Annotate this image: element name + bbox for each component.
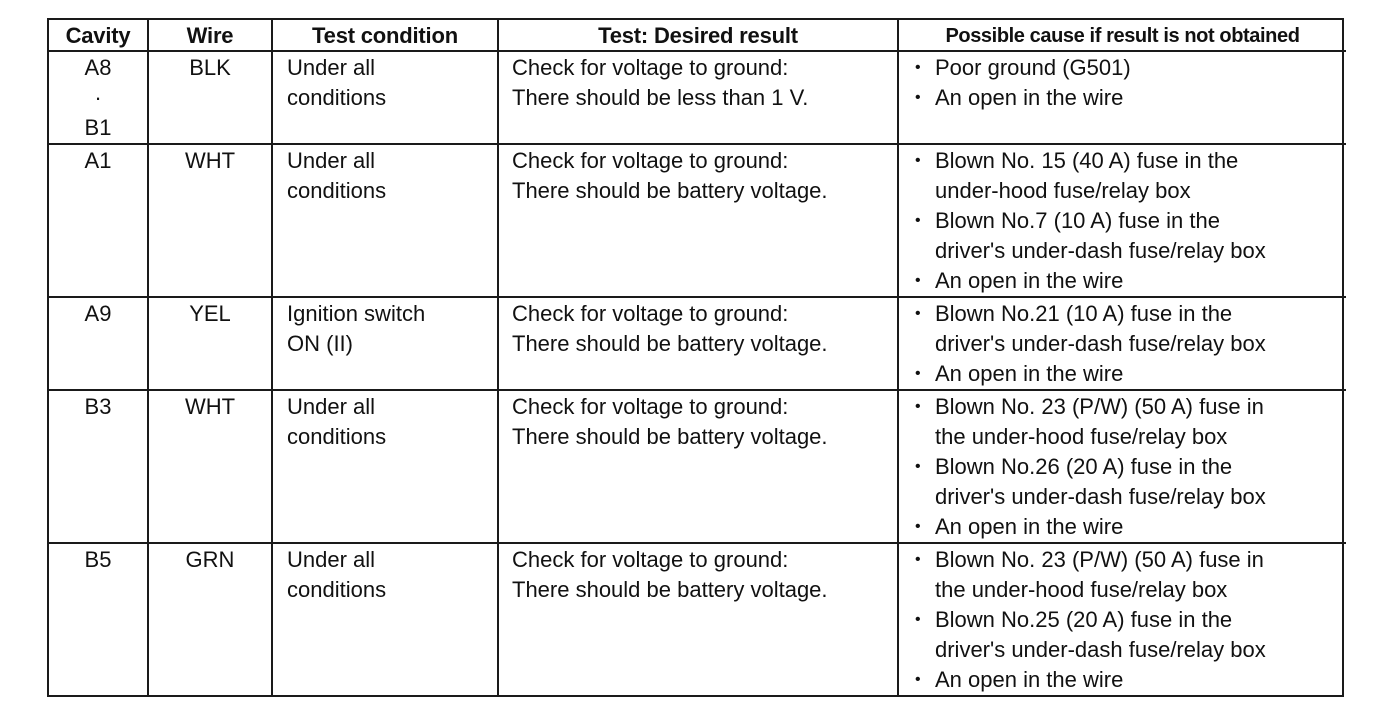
cause-text: • Poor ground (G501) <box>935 55 1131 80</box>
table-row <box>49 144 1346 297</box>
possible-cause-cell <box>898 390 1346 543</box>
test-condition-text: conditions <box>287 178 387 203</box>
cause-list-item <box>911 665 1342 695</box>
cause-list-item <box>911 359 1342 389</box>
cause-text: driver's under-dash fuse/relay box <box>935 637 1266 662</box>
header-test-condition: Test condition <box>272 20 498 51</box>
desired-result-text: There should be less than 1 V. <box>512 85 809 110</box>
header-possible-cause: Possible cause if result is not obtained <box>898 20 1346 51</box>
wire-color-cell: YEL <box>148 297 272 390</box>
test-condition-text: Under all <box>287 148 376 173</box>
cause-list-item <box>911 452 1342 512</box>
cause-list-item <box>911 266 1342 296</box>
cause-text: • Blown No. 23 (P/W) (50 A) fuse in <box>935 547 1264 572</box>
test-condition-text: ON (II) <box>287 331 353 356</box>
cause-text: • Blown No. 23 (P/W) (50 A) fuse in <box>935 394 1264 419</box>
cavity-cell <box>49 390 148 543</box>
cavity-cell <box>49 51 148 144</box>
cause-list-item <box>911 512 1342 542</box>
desired-result-text: Check for voltage to ground: <box>512 547 789 572</box>
test-condition-text: conditions <box>287 577 387 602</box>
cause-list <box>911 53 1342 113</box>
test-condition-cell <box>272 297 498 390</box>
cause-text: • An open in the wire <box>935 85 1124 110</box>
cause-list-item <box>911 83 1342 113</box>
desired-result-text: There should be battery voltage. <box>512 577 828 602</box>
test-condition-text: Ignition switch <box>287 301 426 326</box>
cause-list <box>911 545 1342 695</box>
possible-cause-cell <box>898 144 1346 297</box>
test-condition-cell <box>272 390 498 543</box>
cavity-label: · <box>94 85 102 110</box>
cavity-label: B1 <box>84 115 112 140</box>
cause-text: • Blown No.21 (10 A) fuse in the <box>935 301 1233 326</box>
wire-color-cell: WHT <box>148 390 272 543</box>
test-condition-text: conditions <box>287 424 387 449</box>
cause-text: the under-hood fuse/relay box <box>935 577 1228 602</box>
desired-result-text: Check for voltage to ground: <box>512 148 789 173</box>
header-cavity: Cavity <box>49 20 148 51</box>
cause-list <box>911 146 1342 296</box>
desired-result-text: Check for voltage to ground: <box>512 55 789 80</box>
desired-result-cell <box>498 543 898 695</box>
table-row <box>49 51 1346 144</box>
cause-list-item <box>911 146 1342 206</box>
cause-text: • Blown No.7 (10 A) fuse in the <box>935 208 1220 233</box>
desired-result-text: There should be battery voltage. <box>512 178 828 203</box>
table-header-row <box>49 20 1346 51</box>
test-condition-cell <box>272 51 498 144</box>
table-row <box>49 297 1346 390</box>
desired-result-cell <box>498 297 898 390</box>
table-row <box>49 543 1346 695</box>
test-condition-text: Under all <box>287 394 376 419</box>
test-condition-text: Under all <box>287 55 376 80</box>
cause-text: the under-hood fuse/relay box <box>935 424 1228 449</box>
cavity-label: B3 <box>84 394 112 419</box>
possible-cause-cell <box>898 51 1346 144</box>
test-condition-cell <box>272 144 498 297</box>
cause-text: • Blown No.26 (20 A) fuse in the <box>935 454 1233 479</box>
test-condition-text: conditions <box>287 85 387 110</box>
cause-text: • An open in the wire <box>935 514 1124 539</box>
test-condition-text: Under all <box>287 547 376 572</box>
cause-list-item <box>911 605 1342 665</box>
possible-cause-cell <box>898 297 1346 390</box>
cause-text: • An open in the wire <box>935 268 1124 293</box>
desired-result-text: There should be battery voltage. <box>512 331 828 356</box>
cavity-cell <box>49 144 148 297</box>
cause-text: driver's under-dash fuse/relay box <box>935 331 1266 356</box>
header-desired-result: Test: Desired result <box>498 20 898 51</box>
cause-text: • Blown No.25 (20 A) fuse in the <box>935 607 1233 632</box>
table-row <box>49 390 1346 543</box>
test-condition-cell <box>272 543 498 695</box>
cause-list <box>911 392 1342 542</box>
table-body <box>49 51 1346 695</box>
header-wire: Wire <box>148 20 272 51</box>
desired-result-cell <box>498 144 898 297</box>
cause-text: • Blown No. 15 (40 A) fuse in the <box>935 148 1239 173</box>
connector-test-table <box>49 20 1346 695</box>
desired-result-cell <box>498 390 898 543</box>
cavity-label: A9 <box>84 301 112 326</box>
cause-list-item <box>911 545 1342 605</box>
cause-text: driver's under-dash fuse/relay box <box>935 484 1266 509</box>
test-table-frame <box>47 18 1344 697</box>
cause-list-item <box>911 299 1342 359</box>
cavity-label: A8 <box>84 55 112 80</box>
cavity-cell <box>49 543 148 695</box>
cause-list <box>911 299 1342 389</box>
cause-text: • An open in the wire <box>935 361 1124 386</box>
cavity-label: A1 <box>84 148 112 173</box>
desired-result-text: Check for voltage to ground: <box>512 394 789 419</box>
cavity-label: B5 <box>84 547 112 572</box>
desired-result-text: Check for voltage to ground: <box>512 301 789 326</box>
cavity-cell <box>49 297 148 390</box>
wire-color-cell: GRN <box>148 543 272 695</box>
cause-text: driver's under-dash fuse/relay box <box>935 238 1266 263</box>
cause-list-item <box>911 53 1342 83</box>
desired-result-cell <box>498 51 898 144</box>
cause-list-item <box>911 206 1342 266</box>
wire-color-cell: WHT <box>148 144 272 297</box>
cause-text: • An open in the wire <box>935 667 1124 692</box>
possible-cause-cell <box>898 543 1346 695</box>
wire-color-cell: BLK <box>148 51 272 144</box>
cause-text: under-hood fuse/relay box <box>935 178 1191 203</box>
desired-result-text: There should be battery voltage. <box>512 424 828 449</box>
cause-list-item <box>911 392 1342 452</box>
